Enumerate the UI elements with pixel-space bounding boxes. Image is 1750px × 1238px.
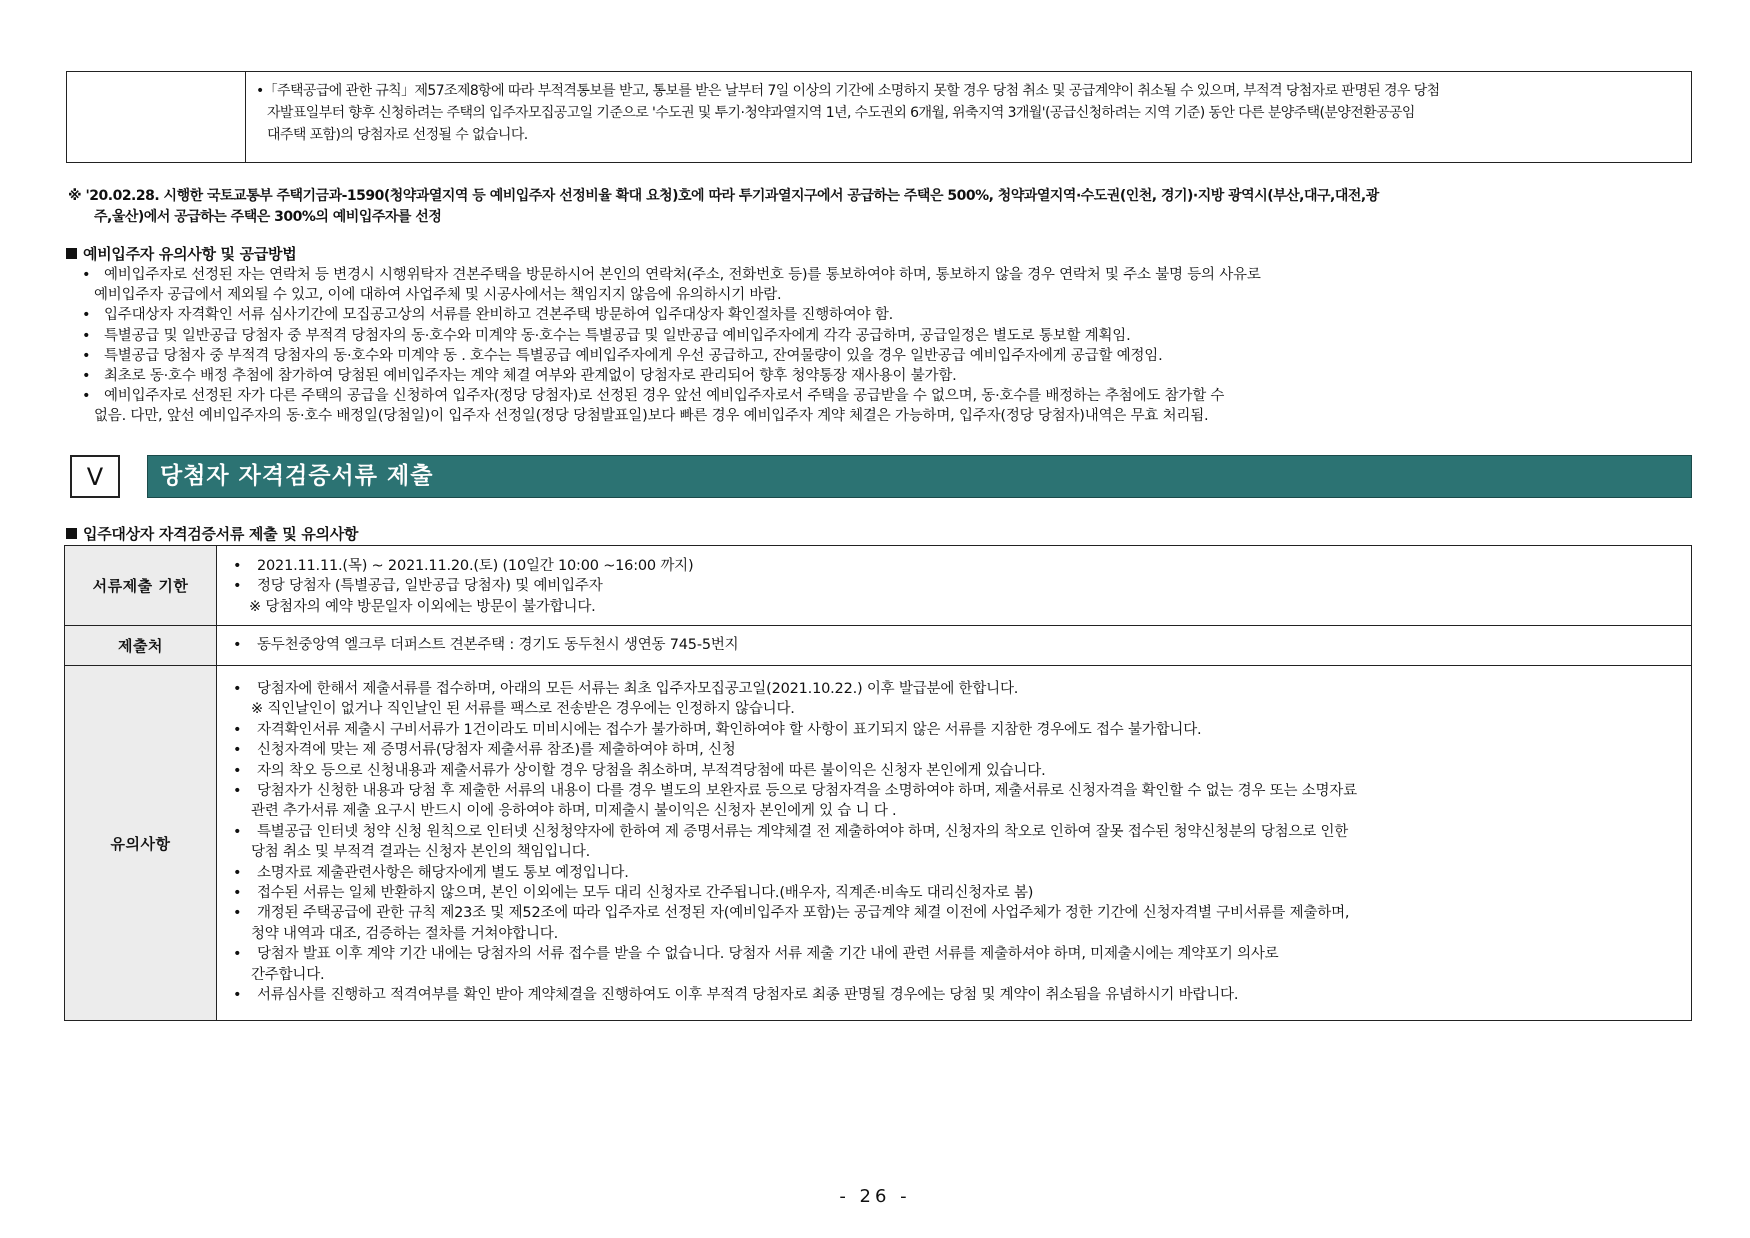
list-item-continuation: 당첨 취소 및 부적격 결과는 신청자 본인의 책임입니다. — [251, 844, 591, 861]
top-notice-content — [246, 72, 1691, 162]
table-row — [65, 625, 1691, 665]
list-item: • 자격확인서류 제출시 구비서류가 1건이라도 미비시에는 접수가 불가하며, 확인하여야 할 사항이 표기되지 않은 서류를 지참한 경우에도 접수 불가합니다. — [231, 720, 1681, 740]
bullet-icon: • — [233, 885, 242, 902]
row-content — [217, 626, 1691, 665]
list-item: • 입주대상자 자격확인 서류 심사기간에 모집공고상의 서류를 완비하고 견본주택 방문하여 입주대상자 확인절차를 진행하여야 함. — [80, 305, 1680, 325]
list-item-continuation: 간주합니다. — [251, 966, 325, 983]
bullet-icon: • — [233, 681, 242, 697]
row-content — [217, 666, 1691, 1020]
top-notice-line: •「주택공급에 관한 규칙」제57조제8항에 따라 부적격통보를 받고, 통보를 받은 날부터 7일 이상의 기간에 소명하지 못할 경우 당첨 취소 및 공급계약이 취소될 수 있으며, 부적격 당첨자로 판명된 경우 당첨 — [256, 83, 1440, 99]
list-item: • 접수된 서류는 일체 반환하지 않으며, 본인 이외에는 모두 대리 신청자로 간주됩니다.(배우자, 직계존·비속도 대리신청자로 봄) — [231, 883, 1681, 903]
bullet-icon: • — [233, 637, 242, 653]
list-item-continuation: 청약 내역과 대조, 검증하는 절차를 거쳐야합니다. — [251, 925, 559, 942]
list-item: • 예비입주자로 선정된 자가 다른 주택의 공급을 신청하여 입주자(정당 당첨자)로 선정된 경우 앞선 예비입주자로서 주택을 공급받을 수 없으며, 동·호수를 배정하는 추첨에도 참가할 수 — [80, 386, 1680, 406]
bullet-icon: • — [233, 721, 242, 738]
list-item: • 최초로 동·호수 배정 추첨에 참가하여 당첨된 예비입주자는 계약 체결 여부와 관계없이 당첨자로 관리되어 향후 청약통장 재사용이 불가함. — [80, 366, 1680, 386]
list-item: • 정당 당첨자 (특별공급, 일반공급 당첨자) 및 예비입주자 — [231, 576, 1681, 596]
list-item: • 서류심사를 진행하고 적격여부를 확인 받아 계약체결을 진행하여도 이후 부적격 당첨자로 최종 판명될 경우에는 당첨 및 계약이 취소됨을 유념하시기 바랍니다. — [231, 985, 1681, 1005]
bullet-icon: • — [233, 987, 242, 1004]
top-notice-line: 대주택 포함)의 당첨자로 선정될 수 없습니다. — [267, 127, 528, 143]
bullet-icon: • — [233, 742, 242, 759]
note-text: ※ 직인날인이 없거나 직인날인 된 서류를 팩스로 전송받은 경우에는 인정하지 않습니다. — [251, 701, 795, 718]
bullet-icon: • — [233, 578, 242, 595]
top-notice-line: 자발표일부터 향후 신청하려는 주택의 입주자모집공고일 기준으로 '수도권 및 투기·청약과열지역 1년, 수도권외 6개월, 위축지역 3개월'(공급신청하려는 지역 기준) 동안 다른 분양주택(분양전환공공임 — [267, 105, 1415, 121]
list-item: • 당첨자가 신청한 내용과 당첨 후 제출한 서류의 내용이 다를 경우 별도의 보완자료 등으로 당첨자격을 소명하여야 하며, 제출서류로 신청자격을 확인할 수 없는 경우 또는 소명자료 — [231, 781, 1681, 801]
top-notice-table — [66, 71, 1692, 163]
list-item-continuation: 예비입주자 공급에서 제외될 수 있고, 이에 대하여 사업주체 및 시공사에서는 책임지지 않음에 유의하시기 바람. — [94, 287, 782, 304]
row-label: 제출처 — [65, 626, 217, 665]
list-item: • 동두천중앙역 엘크루 더퍼스트 견본주택 : 경기도 동두천시 생연동 745-5번지 — [231, 635, 1681, 655]
reserve-bullet-list — [80, 265, 1680, 427]
bullet-icon: • — [233, 762, 242, 779]
bullet-icon: • — [233, 783, 242, 800]
bullet-icon: • — [82, 368, 91, 385]
bold-note-line: 주,울산)에서 공급하는 주택은 300%의 예비입주자를 선정 — [94, 209, 442, 225]
list-item: • 예비입주자로 선정된 자는 연락처 등 변경시 시행위탁자 견본주택을 방문하시어 본인의 연락처(주소, 전화번호 등)를 통보하여야 하며, 통보하지 않을 경우 연락처 및 주소 불명 등의 사유로 — [80, 265, 1680, 285]
row-label: 서류제출 기한 — [65, 546, 217, 625]
table-row — [65, 665, 1691, 1020]
note-text: ※ 당첨자의 예약 방문일자 이외에는 방문이 불가합니다. — [249, 598, 596, 615]
list-item: • 소명자료 제출관련사항은 해당자에게 별도 통보 예정입니다. — [231, 863, 1681, 883]
docs-section-heading: 입주대상자 자격검증서류 제출 및 유의사항 — [66, 523, 358, 544]
section-v-header — [70, 455, 1692, 498]
list-item: • 당첨자에 한해서 제출서류를 접수하며, 아래의 모든 서류는 최초 입주자모집공고일(2021.10.22.) 이후 발급분에 한합니다. — [231, 679, 1681, 699]
docs-table — [64, 545, 1692, 1021]
square-bullet-icon — [66, 248, 77, 259]
list-item: • 당첨자 발표 이후 계약 기간 내에는 당첨자의 서류 접수를 받을 수 없습니다. 당첨자 서류 제출 기간 내에 관련 서류를 제출하셔야 하며, 미제출시에는 계약포기 의사로 — [231, 944, 1681, 964]
page-number: - 26 - — [839, 1186, 911, 1207]
list-item: • 특별공급 당첨자 중 부적격 당첨자의 동·호수와 미계약 동 . 호수는 특별공급 예비입주자에게 우선 공급하고, 잔여물량이 있을 경우 일반공급 예비입주자에게 공급할 예정임. — [80, 346, 1680, 366]
list-item: • 특별공급 인터넷 청약 신청 원칙으로 인터넷 신청청약자에 한하여 제 증명서류는 계약체결 전 제출하여야 하며, 신청자의 착오로 인하여 잘못 접수된 청약신청분의 당첨으로 인한 — [231, 822, 1681, 842]
list-item-continuation: 관련 추가서류 제출 요구시 반드시 이에 응하여야 하며, 미제출시 불이익은 신청자 본인에게 있 습 니 다 . — [251, 803, 897, 820]
list-item-continuation: 없음. 다만, 앞선 예비입주자의 동·호수 배정일(당첨일)이 입주자 선정일(정당 당첨발표일)보다 빠른 경우 예비입주자 계약 체결은 가능하며, 입주자(정당 당첨자)내역은 무효 처리됨. — [94, 408, 1209, 425]
bullet-icon: • — [233, 823, 242, 840]
list-item: • 개정된 주택공급에 관한 규칙 제23조 및 제52조에 따라 입주자로 선정된 자(예비입주자 포함)는 공급계약 체결 이전에 사업주체가 정한 기간에 신청자격별 구비서류를 제출하며, — [231, 903, 1681, 923]
table-row — [65, 546, 1691, 625]
row-label: 유의사항 — [65, 666, 217, 1020]
list-item: • 특별공급 및 일반공급 당첨자 중 부적격 당첨자의 동·호수와 미계약 동·호수는 특별공급 및 일반공급 예비입주자에게 각각 공급하며, 공급일정은 별도로 통보할 계획임. — [80, 326, 1680, 346]
top-notice-label-cell — [67, 72, 246, 162]
bullet-icon: • — [233, 905, 242, 922]
square-bullet-icon — [66, 528, 77, 539]
bold-note-line: ※ '20.02.28. 시행한 국토교통부 주택기금과-1590(청약과열지역 등 예비입주자 선정비율 확대 요청)호에 따라 투기과열지구에서 공급하는 주택은 500%, 청약과열지역·수도권(인천, 경기)·지방 광역시(부산,대구,대전,광 — [68, 188, 1379, 204]
bullet-icon: • — [82, 267, 91, 283]
bullet-icon: • — [233, 946, 242, 963]
bullet-icon: • — [233, 864, 242, 881]
bold-note — [68, 186, 1693, 228]
list-item: • 2021.11.11.(목) ~ 2021.11.20.(토) (10일간 10:00 ~16:00 까지) — [231, 556, 1681, 576]
row-content — [217, 546, 1691, 625]
bullet-icon: • — [82, 347, 91, 364]
bullet-icon: • — [82, 327, 91, 344]
bullet-icon: • — [82, 307, 91, 324]
reserve-section-heading: 예비입주자 유의사항 및 공급방법 — [66, 243, 296, 264]
list-item: • 신청자격에 맞는 제 증명서류(당첨자 제출서류 참조)를 제출하여야 하며, 신청 — [231, 740, 1681, 760]
bullet-icon: • — [233, 558, 242, 574]
section-number: V — [70, 455, 120, 498]
section-title: 당첨자 자격검증서류 제출 — [147, 455, 1692, 498]
list-item: • 자의 착오 등으로 신청내용과 제출서류가 상이할 경우 당첨을 취소하며, 부적격당첨에 따른 불이익은 신청자 본인에게 있습니다. — [231, 761, 1681, 781]
bullet-icon: • — [82, 388, 91, 405]
